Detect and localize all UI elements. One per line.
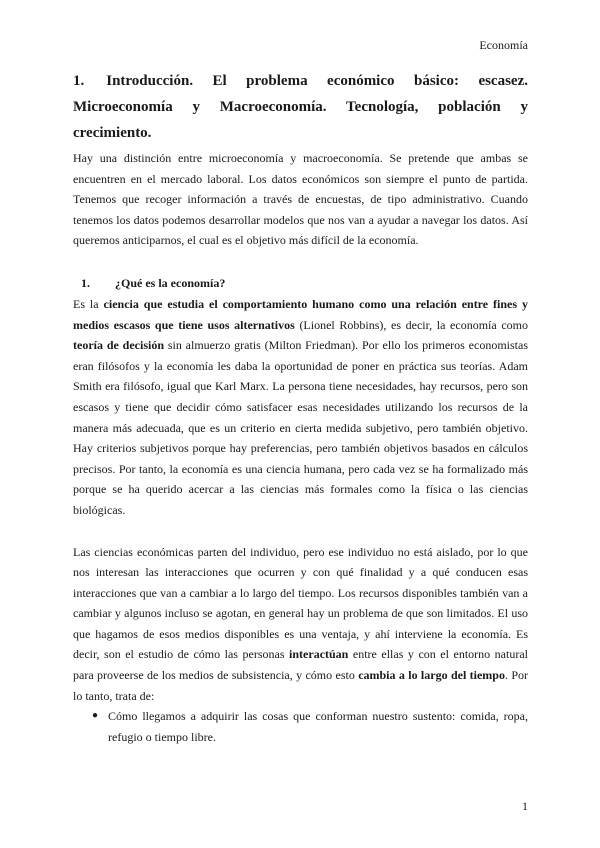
bullet-list: [73, 706, 528, 747]
bold-term: interactúan: [289, 647, 349, 662]
page-content: [73, 68, 528, 747]
text-run: . Por lo tanto, trata de:: [73, 668, 528, 703]
subsection-number: 1.: [81, 275, 90, 290]
interactions-paragraph: [73, 542, 528, 707]
running-header: Economía: [479, 38, 528, 52]
list-item: [92, 706, 528, 747]
section-heading: [73, 68, 528, 146]
text-run: (Lionel Robbins), es decir, la economía como: [294, 317, 528, 332]
subsection-title: ¿Qué es la economía?: [115, 275, 226, 290]
bold-term: teoría de decisión: [73, 338, 164, 353]
bold-term: cambia a lo largo del tiempo: [358, 668, 505, 683]
section-title: Introducción. El problema económico básico: escasez. Microeconomía y Macroeconomía. Tecnología, población y crecimiento.: [73, 73, 528, 141]
text-run: Las ciencias económicas parten del individuo, pero ese individuo no está aislado, por lo que nos interesan las interacciones que ocurren y con qué finalidad y a qué conducen esas interacciones que van a cambiar a lo largo del tiempo. Los recursos disponibles también van a cambiar y algunos incluso se agotan, en general hay un problema de que son limitados. El uso que hagamos de esos medios disponibles es una ventaja, y ahí interviene la economía. Es decir, son el estudio de cómo las personas: [73, 544, 528, 662]
text-run: Es la: [73, 296, 104, 311]
definition-paragraph: [73, 294, 528, 521]
section-number: 1.: [73, 73, 85, 89]
bullet-icon: ●: [92, 710, 99, 722]
list-item-text: Cómo llegamos a adquirir las cosas que conforman nuestro sustento: comida, ropa, refugio o tiempo libre.: [108, 709, 528, 744]
text-run: sin almuerzo gratis (Milton Friedman). Por ello los primeros economistas eran filósofos y la economía les daba la oportunidad de poner en práctica sus teorías. Adam Smith era filósofo, igual que Karl Marx. La persona tiene necesidades, hay recursos, pero son escasos y tiene que decidir cómo satisfacer esas necesidades utilizando los recursos de la manera más adecuada, que es un criterio en cierta medida subjetivo, pero también objetivo. Hay criterios subjetivos porque hay preferencias, pero también objetivos basados en cálculos precisos. Por tanto, la economía es una ciencia humana, pero cada vez se ha formalizado más porque se ha querido acercar a las ciencias más formales como la física o las ciencias biológicas.: [73, 338, 528, 517]
page-number: 1: [522, 799, 528, 813]
intro-paragraph: Hay una distinción entre microeconomía y macroeconomía. Se pretende que ambas se encuentren en el mercado laboral. Los datos económicos son siempre el punto de partida. Tenemos que recoger información a través de encuestas, de tipo administrativo. Cuando tenemos los datos podemos desarrollar modelos que nos van a ayudar a navegar los datos. Así queremos anticiparnos, el cual es el objetivo más difícil de la economía.: [73, 151, 528, 248]
subsection-heading: [73, 273, 528, 293]
text-run: entre ellas y con el entorno natural para proveerse de los medios de subsistencia, y cómo esto: [73, 647, 528, 683]
bold-definition: ciencia que estudia el comportamiento humano como una relación entre fines y medios escasos que tiene usos alternativos: [73, 296, 528, 332]
